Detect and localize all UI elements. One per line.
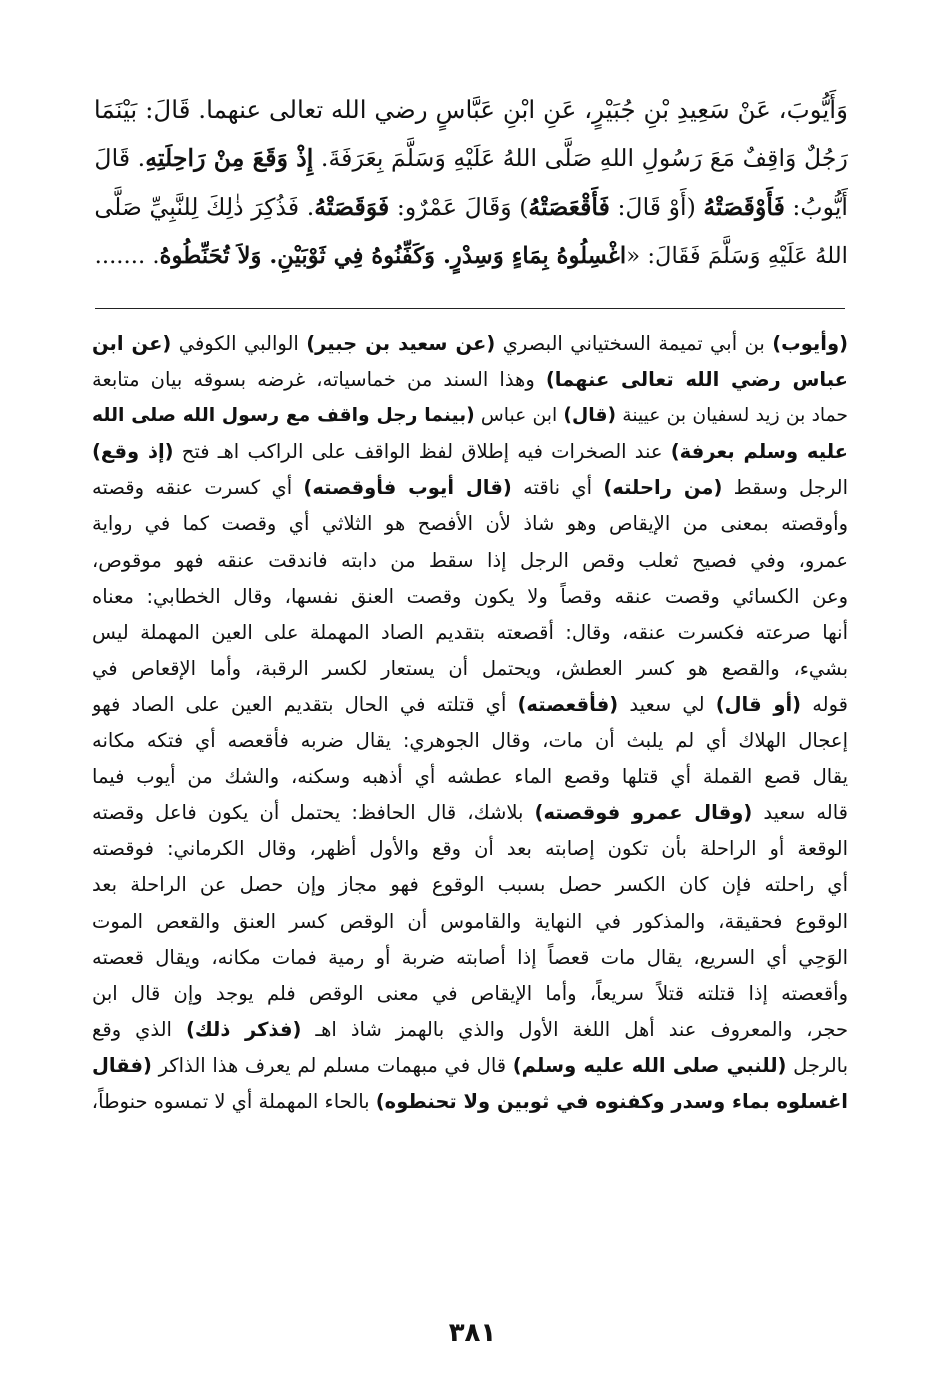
bold-text-segment: (وقال عمرو فوقصته) — [534, 801, 753, 825]
text-segment: . فَذُكِرَ ذٰلِكَ لِلنَّبِيِّ صَلَّى — [94, 193, 315, 221]
text-segment: الوقعة أو الراحلة بأن تكون إصابته بعد أن وقع والأول أظهر، وقال الكرماني: فوقصته — [92, 837, 848, 861]
bold-text-segment: (أو قال) — [715, 692, 802, 716]
text-segment: ابن عباس — [474, 405, 564, 427]
bold-text-segment: فَأَوْقَصَتْهُ — [703, 193, 785, 221]
text-segment: وهذا السند من خماسياته، غرضه بسوقه بيان متابعة — [92, 368, 546, 392]
text-segment: اللهُ عَلَيْهِ وَسَلَّمَ فَقَالَ: « — [626, 243, 848, 269]
text-segment: بالحاء المهملة أي لا تمسوه حنوطاً، — [92, 1089, 376, 1113]
commentary-line — [92, 506, 848, 542]
text-segment: أي قتلته في الحال بتقديم العين على الصاد فهو — [92, 692, 518, 716]
bold-text-segment: (وأيوب) — [772, 332, 848, 355]
commentary-line — [92, 1048, 848, 1084]
text-segment: الوَحِي أي السريع، يقال مات قعصاً إذا أصابته ضربة أو رمية فمات مكانه، ويقال قعصته — [92, 945, 848, 969]
commentary-line — [92, 362, 848, 398]
text-segment: رَجُلٌ وَاقِفٌ مَعَ رَسُولِ اللهِ صَلَّى اللهُ عَلَيْهِ وَسَلَّمَ بِعَرَفَةَ. — [313, 144, 848, 172]
bold-text-segment: فَوَقَصَتْهُ — [314, 193, 390, 221]
main-text-line — [90, 183, 848, 232]
text-segment: بشيء، والقصع هو كسر العطش، ويحتمل أن يستعار لكسر الرقبة، وأما الإقعاص في — [92, 656, 848, 680]
main-text-line — [90, 134, 848, 183]
bold-text-segment: (فأقعصته) — [517, 692, 619, 716]
commentary-line — [92, 434, 848, 470]
bold-text-segment: (إذ وقع) — [92, 440, 174, 464]
bold-text-segment: إِذْ وَقَعَ مِنْ رَاحِلَتِهِ — [145, 144, 314, 172]
commentary-line — [92, 398, 848, 434]
commentary-line — [92, 723, 848, 759]
commentary-line — [92, 687, 848, 723]
commentary-line — [92, 579, 848, 615]
text-segment: ) وَقَالَ عَمْرٌو: — [389, 193, 529, 221]
bold-text-segment: (للنبي صلى الله عليه وسلم) — [512, 1053, 787, 1077]
commentary-line — [92, 651, 848, 687]
text-segment: (أَوْ قَالَ: — [609, 193, 704, 221]
commentary-line — [92, 795, 848, 831]
commentary-line — [92, 904, 848, 940]
commentary-line — [92, 543, 848, 579]
text-segment: الذي وقع — [92, 1017, 186, 1041]
text-segment: أي ناقته — [511, 476, 604, 500]
text-segment: . ....... — [94, 243, 160, 269]
bold-text-segment: اغْسِلُوهُ بِمَاءٍ وَسِدْرٍ. وَكَفِّنُوهُ فِي ثَوْبَيْنِ. وَلاَ تُحَنِّطُوهُ — [159, 243, 627, 269]
text-segment: قال في مبهمات مسلم لم يعرف هذا الذاكر — [151, 1053, 513, 1077]
text-segment: لي سعيد — [618, 692, 716, 716]
text-segment: يقال قصع القملة أي قتلها وقصع الماء عطشه أي أذهبه وسكنه، والشك من أيوب فيما — [92, 765, 848, 789]
text-segment: وأقعصته إذا قتلته قتلاً سريعاً، وأما الإيقاص في معنى الوقص فلم يوجد وإن قال ابن — [92, 981, 848, 1005]
text-segment: وعن الكسائي وقصت عنقه وقصاً ولا يكون وقصت العنق نفسها، وقال الخطابي: معناه — [92, 584, 848, 608]
bold-text-segment: اغسلوه بماء وسدر وكفنوه في ثوبين ولا تحنطوه) — [375, 1089, 848, 1113]
text-segment: حماد بن زيد لسفيان بن عيينة — [616, 405, 848, 427]
text-segment: حجر، والمعروف عند أهل اللغة الأول والذي بالهمز شاذ اهـ — [301, 1017, 848, 1041]
bold-text-segment: (من راحلته) — [603, 476, 723, 500]
bold-text-segment: (بينما رجل واقف مع رسول الله صلى الله — [92, 405, 475, 427]
commentary-line — [92, 470, 848, 506]
footnote-separator — [95, 308, 845, 309]
bold-text-segment: (عن ابن — [92, 332, 172, 355]
text-segment: عند الصخرات فيه إطلاق لفظ الواقف على الراكب اهـ فتح — [173, 440, 671, 464]
bold-text-segment: عليه وسلم بعرفة) — [670, 440, 848, 464]
text-segment: . قَالَ — [94, 144, 146, 172]
text-segment: وَأَيُّوبَ، عَنْ سَعِيدِ بْنِ جُبَيْرٍ، عَنِ ابْنِ عَبَّاسٍ رضي الله تعالى عنهما. قَالَ: بَيْنَمَا — [93, 95, 848, 124]
text-segment: الوالبي الكوفي — [171, 332, 307, 355]
commentary-line — [92, 615, 848, 651]
commentary-text — [92, 326, 848, 1120]
text-segment: قوله — [801, 692, 848, 716]
text-segment: أي راحلته فإن كان الكسر حصل بسبب الوقوع فهو مجاز وإن حصل عن الراحلة بعد — [92, 873, 848, 897]
bold-text-segment: (فذكر ذلك) — [185, 1017, 302, 1041]
bold-text-segment: (قال) — [563, 405, 617, 427]
text-segment: إعجال الهلاك أي لم يلبث أن مات، وقال الجوهري: يقال ضربه فأقعصه أي فتكه مكانه — [92, 729, 848, 753]
hadith-main-text — [90, 85, 848, 281]
commentary-line — [92, 867, 848, 903]
text-segment: بلاشك، قال الحافظ: يحتمل أن يكون فاعل وقصته — [92, 801, 535, 825]
text-segment: وأوقصته بمعنى من الإيقاص وهو شاذ لأن الأفصح هو الثلاثي أي وقصت كما في رواية — [92, 512, 848, 536]
commentary-line — [92, 1012, 848, 1048]
bold-text-segment: فَأَقْعَصَتْهُ — [528, 193, 610, 221]
commentary-line — [92, 940, 848, 976]
commentary-line — [92, 326, 848, 362]
main-text-line — [90, 85, 848, 134]
text-segment: بن أبي تميمة السختياني البصري — [495, 332, 773, 355]
text-segment: بالرجل — [786, 1053, 848, 1077]
text-segment: الرجل وسقط — [722, 476, 848, 500]
commentary-line — [92, 831, 848, 867]
text-segment: قاله سعيد — [752, 801, 848, 825]
commentary-line — [92, 976, 848, 1012]
text-segment: أنها صرعته فكسرت عنقه، وقال: أقصعته بتقديم الصاد المهملة على العين المهملة ليس — [92, 620, 848, 644]
bold-text-segment: (عن سعيد بن جبير) — [306, 332, 496, 355]
page-number: ٣٨١ — [448, 1318, 497, 1348]
text-segment: أي كسرت عنقه وقصته — [92, 476, 304, 500]
bold-text-segment: عباس رضي الله تعالى عنهما) — [545, 368, 848, 392]
bold-text-segment: (قال أيوب فأوقصته) — [303, 476, 512, 500]
commentary-line — [92, 1084, 848, 1120]
text-segment: أَيُّوبُ: — [784, 193, 848, 221]
text-segment: الوقوع فحقيقة، والمذكور في النهاية والقاموس أن الوقص كسر العنق والقعص الموت — [92, 909, 848, 933]
text-segment: عمرو، وفي فصيح ثعلب وقص الرجل إذا سقط من دابته فاندقت عنقه فهو موقوص، — [92, 548, 848, 572]
bold-text-segment: (فقال — [92, 1053, 152, 1077]
commentary-line — [92, 759, 848, 795]
main-text-line — [90, 232, 848, 281]
